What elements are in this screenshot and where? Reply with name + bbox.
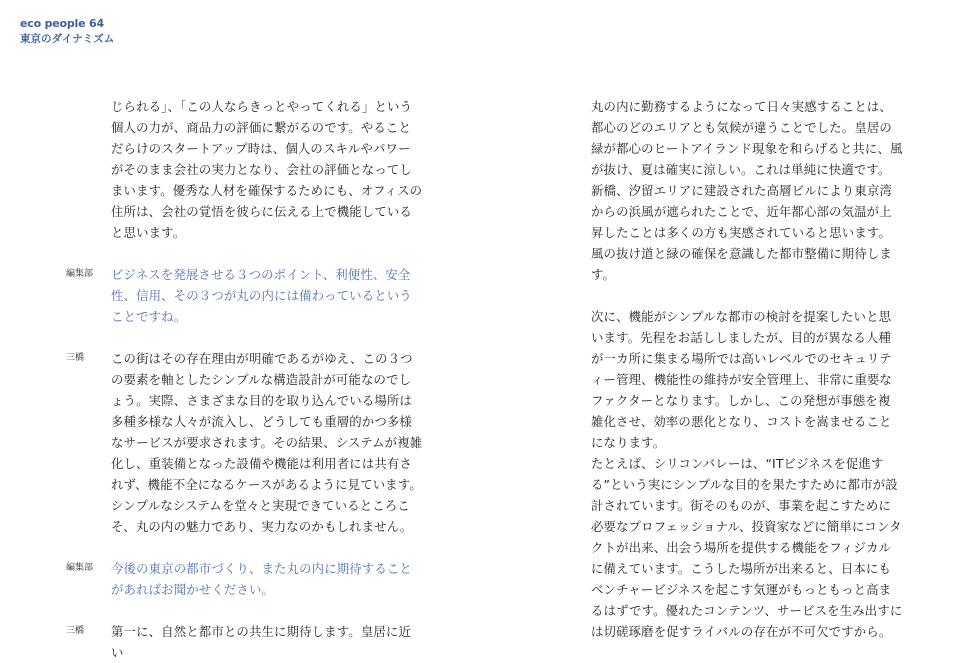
speaker-label: 編集部 <box>66 563 94 573</box>
dialogue-turn <box>0 264 480 327</box>
section-title: 東京のダイナミズム <box>20 33 115 45</box>
magazine-issue: eco people 64 <box>20 17 104 30</box>
running-header <box>20 16 114 47</box>
question-text: ビジネスを発展させる３つのポイント、利便性、安全性、信用、その３つが丸の内には備わっているということですね。 <box>111 267 412 324</box>
dialogue-turn <box>0 621 480 663</box>
dialogue-turn <box>0 96 480 243</box>
dialogue-turn <box>0 558 480 600</box>
speaker-label: 三橋 <box>66 353 85 363</box>
dialogue-turn <box>0 348 480 537</box>
answer-text: じられる」、「この人ならきっとやってくれる」という個人の力が、商品力の評価に繋がるのです。やることだらけのスタートアップ時は、個人のスキルやパワーがそのまま会社の実力となり、会社の評価となってしまいます。優秀な人材を確保するためにも、オフィスの住所は、会社の覚悟を彼らに伝える上で機能していると思います。 <box>111 99 423 240</box>
body-paragraph: たとえば、シリコンバレーは、“ITビジネスを促進する”という実にシンプルな目的を果たすために都市が設計されています。街そのものが、事業を起こすために必要なプロフェッショナル、投資家などに簡単にコンタクトが出来、出会う場所を提供する機能をフィジカルに備えています。こうした場所が出来ると、日本にもベンチャービジネスを起こす気運がもっともっと高まるはずです。優れたコンテンツ、サービスを生み出すには切磋琢磨を促すライバルの存在が不可欠ですから。 <box>591 456 903 639</box>
question-text: 今後の東京の都市づくり、また丸の内に期待することがあればお聞かせください。 <box>111 561 412 597</box>
answer-text: 第一に、自然と都市との共生に期待します。皇居に近い <box>111 624 411 660</box>
speaker-label: 三橋 <box>66 626 85 636</box>
body-paragraph: 丸の内に勤務するようになって日々実感することは、都心のどのエリアとも気候が違うことでした。皇居の緑が都心のヒートアイランド現象を和らげると共に、風が抜け、夏は確実に涼しい。これは単純に快適です。新橋、汐留エリアに建設された高層ビルにより東京湾からの浜風が遮られたことで、近年都心部の気温が上昇したことは多くの方も実感されていると思います。風の抜け道と緑の確保を意識した都市整備に期待します。 <box>591 99 903 282</box>
left-column <box>0 96 480 663</box>
speaker-label: 編集部 <box>66 269 94 279</box>
right-column <box>591 96 903 642</box>
answer-text: この街はその存在理由が明確であるがゆえ、この３つの要素を軸としたシンプルな構造設計が可能なのでしょう。実際、さまざまな目的を取り込んでいる場所は多種多様な人々が流入し、どうしても重層的かつ多様なサービスが要求されます。その結果、システムが複雑化し、重装備となった設備や機能は利用者には共有されず、機能不全になるケースがあるように見ています。シンプルなシステムを堂々と実現できているところこそ、丸の内の魅力であり、実力なのかもしれません。 <box>111 351 423 534</box>
body-paragraph: 次に、機能がシンプルな都市の検討を提案したいと思います。先程をお話ししましたが、目的が異なる人種が一カ所に集まる場所では高いレベルでのセキュリティー管理、機能性の維持が安全管理上、非常に重要なファクターとなります。しかし、この発想が事態を複雑化させ、効率の悪化となり、コストを嵩ませることになります。 <box>591 309 892 450</box>
